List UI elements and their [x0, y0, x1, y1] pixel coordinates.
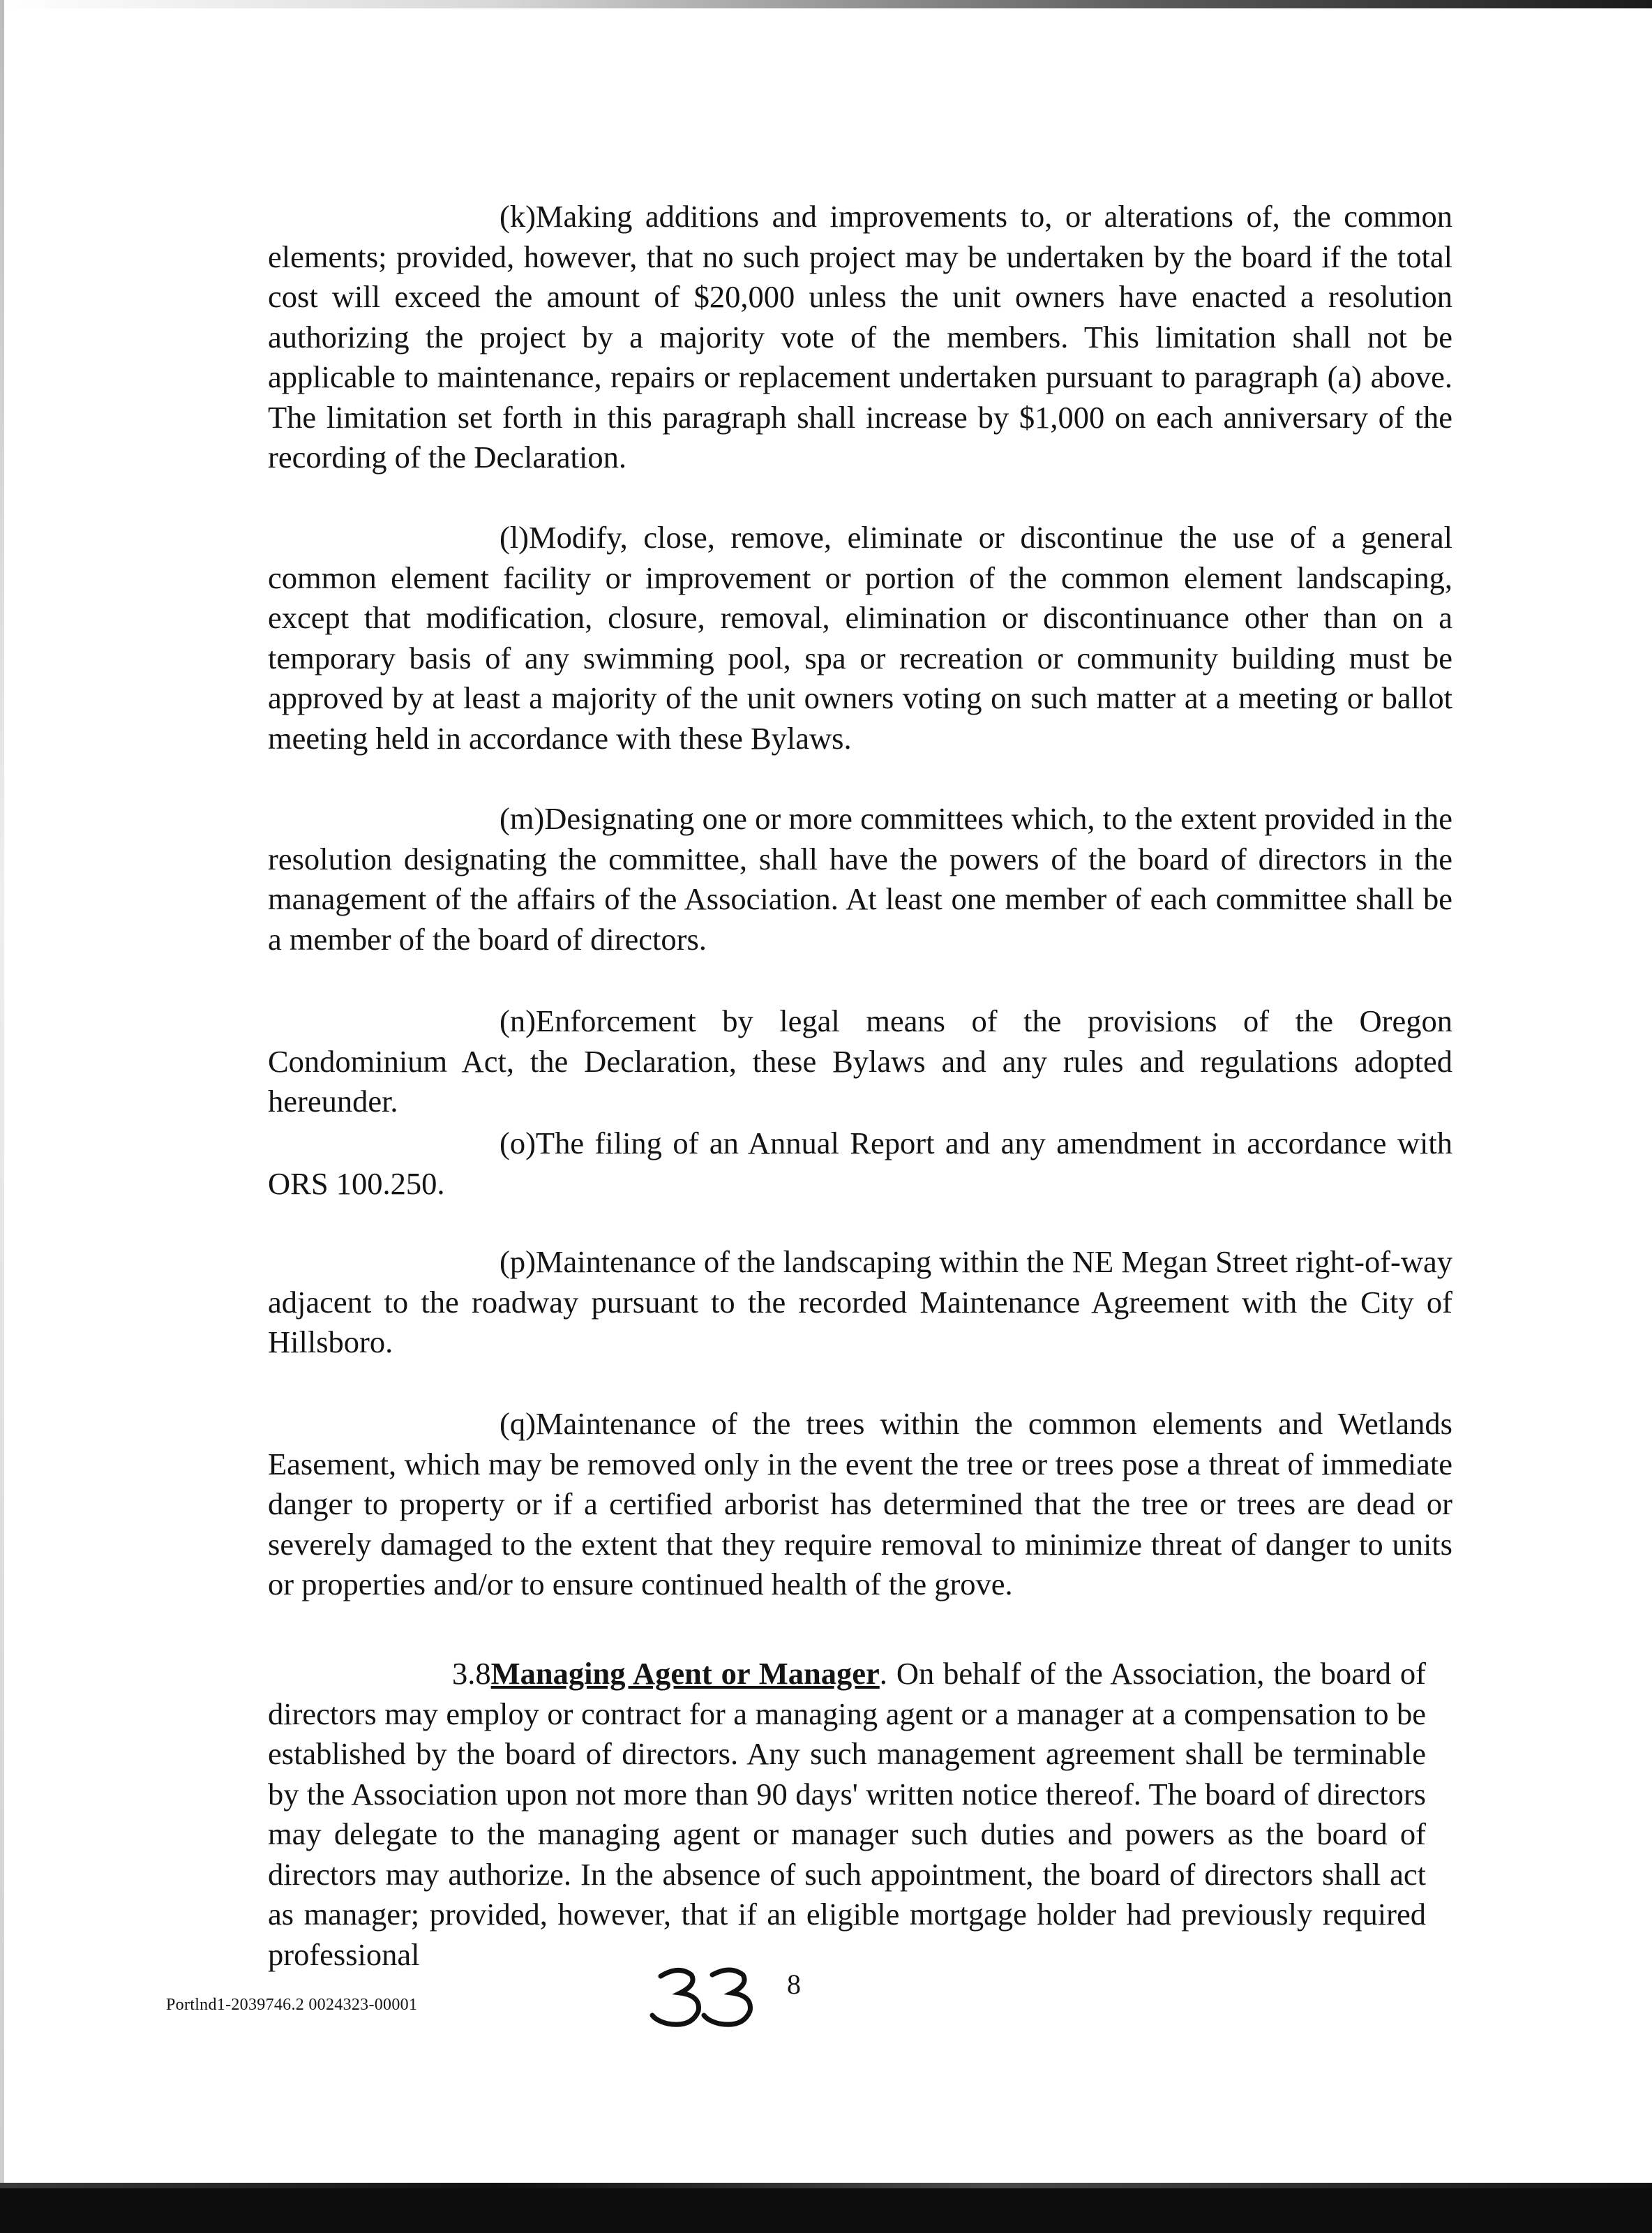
paragraph-q — [268, 1404, 1452, 1605]
paragraph-text: Making additions and improvements to, or alterations of, the common elements; provided, however, that no such project may be undertaken by the board if the total cost will exceed the amount of $20,000 unless the unit owners have enacted a resolution authorizing the project by a majority vote of the members. This limitation shall not be applicable to maintenance, repairs or replacement undertaken pursuant to paragraph (a) above. The limitation set forth in this paragraph shall increase by $1,000 on each anniversary of the recording of the Declaration. — [268, 199, 1452, 475]
paragraph-text: Maintenance of the trees within the common elements and Wetlands Easement, which may be removed only in the event the tree or trees pose a threat of immediate danger to property or if a certified arborist has determined that the tree or trees are dead or severely damaged to the extent that they require removal to minimize threat of danger to units or properties and/or to ensure continued health of the grove. — [268, 1406, 1452, 1601]
section-number: 3.8 — [452, 1656, 491, 1691]
paragraph-label: (q) — [500, 1406, 536, 1441]
paragraph-text: Modify, close, remove, eliminate or discontinue the use of a general common element facility or improvement or portion of the common element landscaping, except that modification, closure, removal, elimination or discontinuance other than on a temporary basis of any swimming pool, spa or recreation or community building must be approved by at least a majority of the unit owners voting on such matter at a meeting or ballot meeting held in accordance with these Bylaws. — [268, 520, 1452, 756]
paragraph-label: (l) — [500, 520, 530, 555]
paragraph-k — [268, 197, 1452, 478]
paragraph-label: (m) — [500, 801, 545, 836]
footer-document-id: Portlnd1-2039746.2 0024323-00001 — [166, 1996, 418, 2014]
paragraph-text: Designating one or more committees which, to the extent provided in the resolution designating the committee, shall have the powers of the board of directors in the management of the affairs of the Association. At least one member of each committee shall be a member of the board of directors. — [268, 801, 1452, 957]
scan-left-edge — [0, 0, 4, 2233]
paragraph-n — [268, 1001, 1452, 1122]
section-heading-punct: . — [879, 1656, 887, 1691]
scan-bottom-edge — [0, 2183, 1652, 2233]
handwritten-page-number — [645, 1961, 764, 2038]
page-number: 8 — [787, 1969, 801, 2000]
paragraph-p — [268, 1242, 1452, 1363]
paragraph-label: (o) — [500, 1126, 536, 1160]
paragraph-label: (k) — [500, 199, 536, 234]
section-heading: Managing Agent or Manager — [490, 1656, 880, 1691]
scan-top-edge — [0, 0, 1652, 8]
paragraph-text: Enforcement by legal means of the provisions of the Oregon Condominium Act, the Declaration, these Bylaws and any rules and regulations adopted hereunder. — [268, 1003, 1452, 1119]
paragraph-text: The filing of an Annual Report and any amendment in accordance with ORS 100.250. — [268, 1126, 1452, 1201]
paragraph-l — [268, 518, 1452, 759]
paragraph-text: Maintenance of the landscaping within the NE Megan Street right-of-way adjacent to the roadway pursuant to the recorded Maintenance Agreement with the City of Hillsboro. — [268, 1244, 1452, 1359]
paragraph-label: (n) — [500, 1003, 536, 1038]
section-3-8 — [268, 1654, 1426, 1975]
paragraph-m — [268, 799, 1452, 959]
section-text: On behalf of the Association, the board of directors may employ or contract for a managing agent or a manager at a compensation to be established by the board of directors. Any such management agreement shall be terminable by the Association upon not more than 90 days' written notice thereof. The board of directors may delegate to the managing agent or manager such duties and powers as the board of directors may authorize. In the absence of such appointment, the board of directors shall act as manager; provided, however, that if an eligible mortgage holder had previously required professional — [268, 1656, 1427, 1972]
paragraph-o — [268, 1123, 1452, 1204]
paragraph-label: (p) — [500, 1244, 536, 1279]
